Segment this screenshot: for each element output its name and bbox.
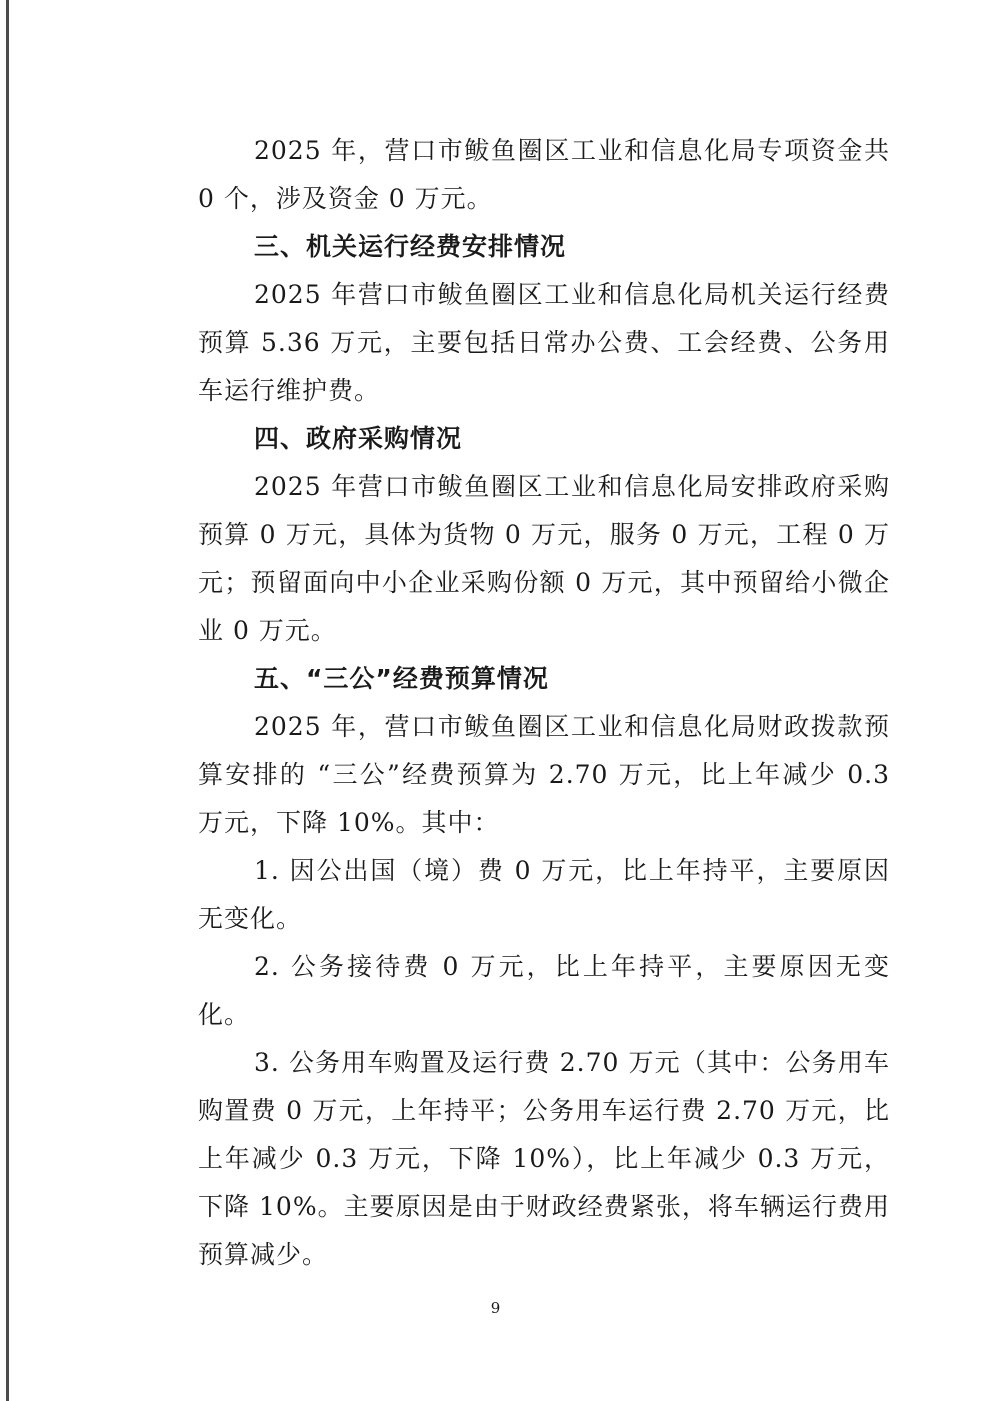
paragraph-vehicles: 3. 公务用车购置及运行费 2.70 万元（其中：公务用车购置费 0 万元，上年持平；公务用车运行费 2.70 万元，比上年减少 0.3 万元，下降 10%），比上年减少 0.3 万元，下降 10%。主要原因是由于财政经费紧张，将车辆运行费用预算减少。 xyxy=(198,1048,890,1269)
page-number: 9 xyxy=(490,1299,501,1317)
paragraph-three-public-summary: 2025 年，营口市鲅鱼圈区工业和信息化局财政拨款预算安排的 “三公”经费预算为 2.70 万元，比上年减少 0.3 万元，下降 10%。其中： xyxy=(198,712,890,837)
document-body xyxy=(198,127,890,1279)
paragraph-overseas-travel: 1. 因公出国（境）费 0 万元，比上年持平，主要原因无变化。 xyxy=(198,856,890,933)
section-heading-procurement: 四、政府采购情况 xyxy=(254,424,463,453)
section-heading-operating-funds: 三、机关运行经费安排情况 xyxy=(254,232,567,261)
paragraph-operating-funds: 2025 年营口市鲅鱼圈区工业和信息化局机关运行经费预算 5.36 万元，主要包括日常办公费、工会经费、公务用车运行维护费。 xyxy=(198,280,890,405)
paragraph-reception: 2. 公务接待费 0 万元，比上年持平，主要原因无变化。 xyxy=(198,952,890,1029)
paragraph-special-funds: 2025 年，营口市鲅鱼圈区工业和信息化局专项资金共 0 个，涉及资金 0 万元。 xyxy=(198,136,890,213)
scan-edge-line xyxy=(6,0,9,1401)
paragraph-procurement: 2025 年营口市鲅鱼圈区工业和信息化局安排政府采购预算 0 万元，具体为货物 0 万元，服务 0 万元，工程 0 万元；预留面向中小企业采购份额 0 万元，其中预留给小微企业 0 万元。 xyxy=(198,472,890,645)
section-heading-three-public: 五、“三公”经费预算情况 xyxy=(254,664,549,693)
